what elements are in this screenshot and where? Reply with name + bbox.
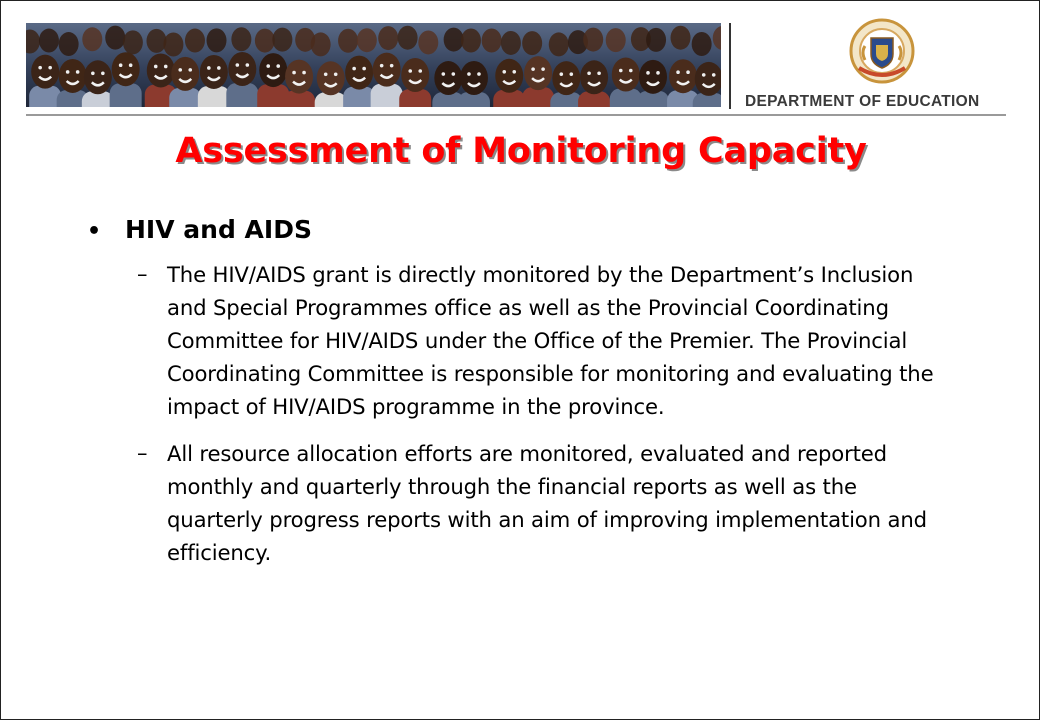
header-rule	[26, 114, 1006, 116]
slide-content	[87, 215, 967, 583]
sub-bullet-item	[137, 437, 967, 569]
header-divider	[729, 23, 731, 109]
department-name: DEPARTMENT OF EDUCATION	[745, 93, 980, 110]
dash-marker: –	[137, 441, 148, 465]
dash-marker: –	[137, 262, 148, 286]
bullet-item	[87, 215, 967, 244]
bullet-heading: HIV and AIDS	[125, 215, 312, 244]
banner-photo	[26, 23, 721, 107]
sub-bullet-text: All resource allocation efforts are monitored, evaluated and reported monthly and quarterly through the financial reports as well as the quarterly progress reports with an aim of improving implementation and efficiency.	[167, 441, 927, 565]
bullet-marker: •	[87, 219, 102, 244]
slide-title: Assessment of Monitoring Capacity	[175, 131, 867, 171]
sub-bullet-text: The HIV/AIDS grant is directly monitored by the Department’s Inclusion and Special Programmes office as well as the Provincial Coordinating Committee for HIV/AIDS under the Office of the Premier. The Provincial Coordinating Committee is responsible for monitoring and evaluating the impact of HIV/AIDS programme in the province.	[167, 262, 934, 419]
gauteng-crest-logo	[837, 18, 927, 88]
children-crowd-image	[26, 23, 721, 107]
sub-bullet-item	[137, 258, 967, 423]
